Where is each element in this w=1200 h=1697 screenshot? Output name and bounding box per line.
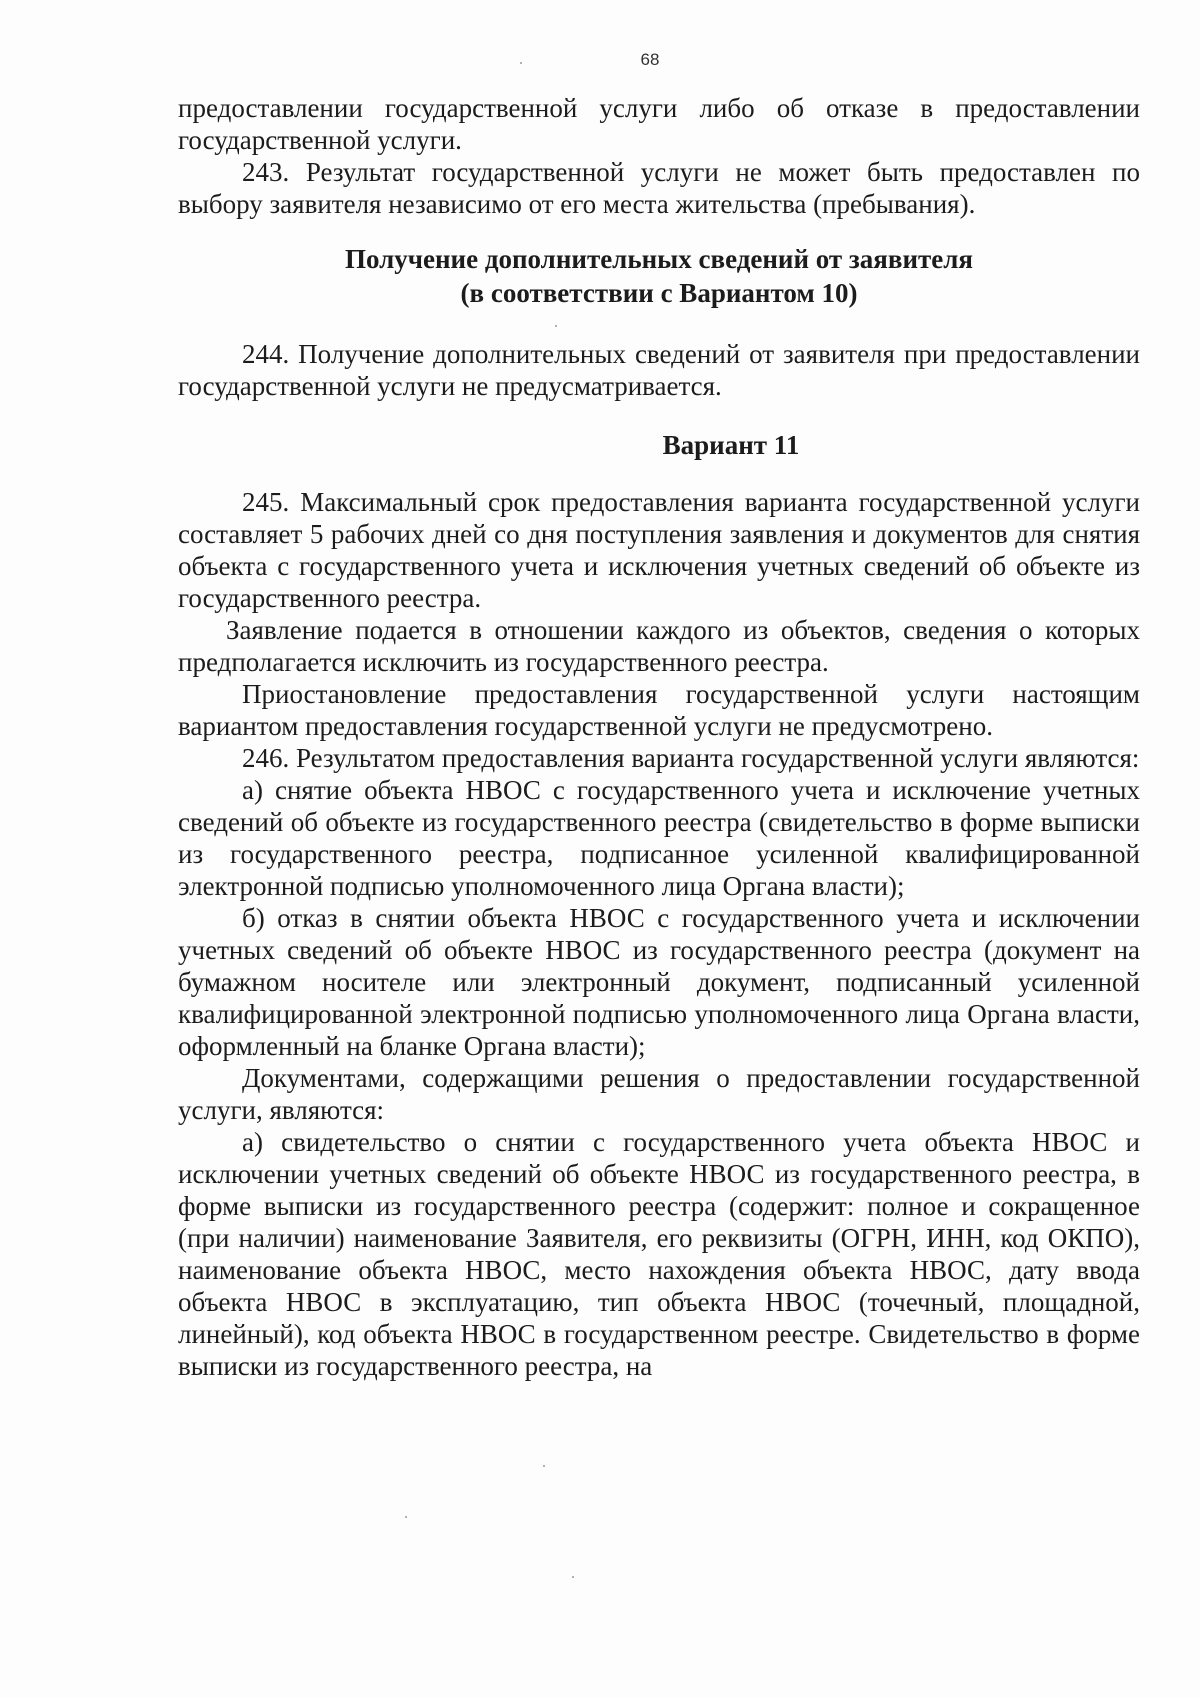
text-block-intro xyxy=(178,92,1140,220)
text-block-244 xyxy=(178,338,1140,402)
paragraph: предоставлении государственной услуги либо об отказе в предоставлении государственной услуги. xyxy=(178,93,1140,155)
scan-speck xyxy=(543,1465,545,1467)
scan-speck xyxy=(572,1576,574,1578)
list-item-b: б) отказ в снятии объекта НВОС с государственного учета и исключении учетных сведений об объекте НВОС из государственного реестра (документ на бумажном носителе или электронный документ, подписанный усиленной квалифицированной электронной подписью уполномоченного лица Органа власти, оформленный на бланке Органа власти); xyxy=(178,903,1140,1061)
section-heading-variant-11: Вариант 11 xyxy=(662,430,800,460)
paragraph-243: 243. Результат государственной услуги не может быть предоставлен по выбору заявителя независимо от его места жительства (пребывания). xyxy=(178,157,1140,219)
page-number: 68 xyxy=(640,50,660,69)
paragraph: Заявление подается в отношении каждого из объектов, сведения о которых предполагается исключить из государственного реестра. xyxy=(178,615,1140,677)
scan-speck xyxy=(405,1516,407,1518)
scan-speck xyxy=(555,325,557,327)
paragraph: Приостановление предоставления государственной услуги настоящим вариантом предоставления государственной услуги не предусмотрено. xyxy=(178,679,1140,741)
paragraph-246: 246. Результатом предоставления варианта государственной услуги являются: xyxy=(242,743,1140,773)
paragraph-244: 244. Получение дополнительных сведений от заявителя при предоставлении государственной услуги не предусматривается. xyxy=(178,339,1140,401)
list-item-a: а) снятие объекта НВОС с государственного учета и исключение учетных сведений об объекте из государственного реестра (свидетельство в форме выписки из государственного реестра, подписанное усиленной квалифицированной электронной подписью уполномоченного лица Органа власти); xyxy=(178,775,1140,901)
list-item-a: а) свидетельство о снятии с государственного учета объекта НВОС и исключении учетных сведений об объекте НВОС из государственного реестра, в форме выписки из государственного реестра (содержит: полное и сокращенное (при наличии) наименование Заявителя, его реквизиты (ОГРН, ИНН, код ОКПО), наименование объекта НВОС, место нахождения объекта НВОС, дату ввода объекта НВОС в эксплуатацию, тип объекта НВОС (точечный, площадной, линейный), код объекта НВОС в государственном реестре. Свидетельство в форме выписки из государственного реестра, на xyxy=(178,1127,1140,1381)
scan-speck xyxy=(520,62,522,64)
paragraph-245: 245. Максимальный срок предоставления варианта государственной услуги составляет 5 рабочих дней со дня поступления заявления и документов для снятия объекта с государственного учета и исключения учетных сведений об объекте из государственного реестра. xyxy=(178,487,1140,613)
section-heading-additional-info xyxy=(178,242,1140,310)
heading-line: (в соответствии с Вариантом 10) xyxy=(460,278,858,308)
heading-line: Получение дополнительных сведений от заявителя xyxy=(344,244,974,274)
text-block-variant-11 xyxy=(178,486,1140,1382)
paragraph: Документами, содержащими решения о предоставлении государственной услуги, являются: xyxy=(178,1063,1140,1125)
